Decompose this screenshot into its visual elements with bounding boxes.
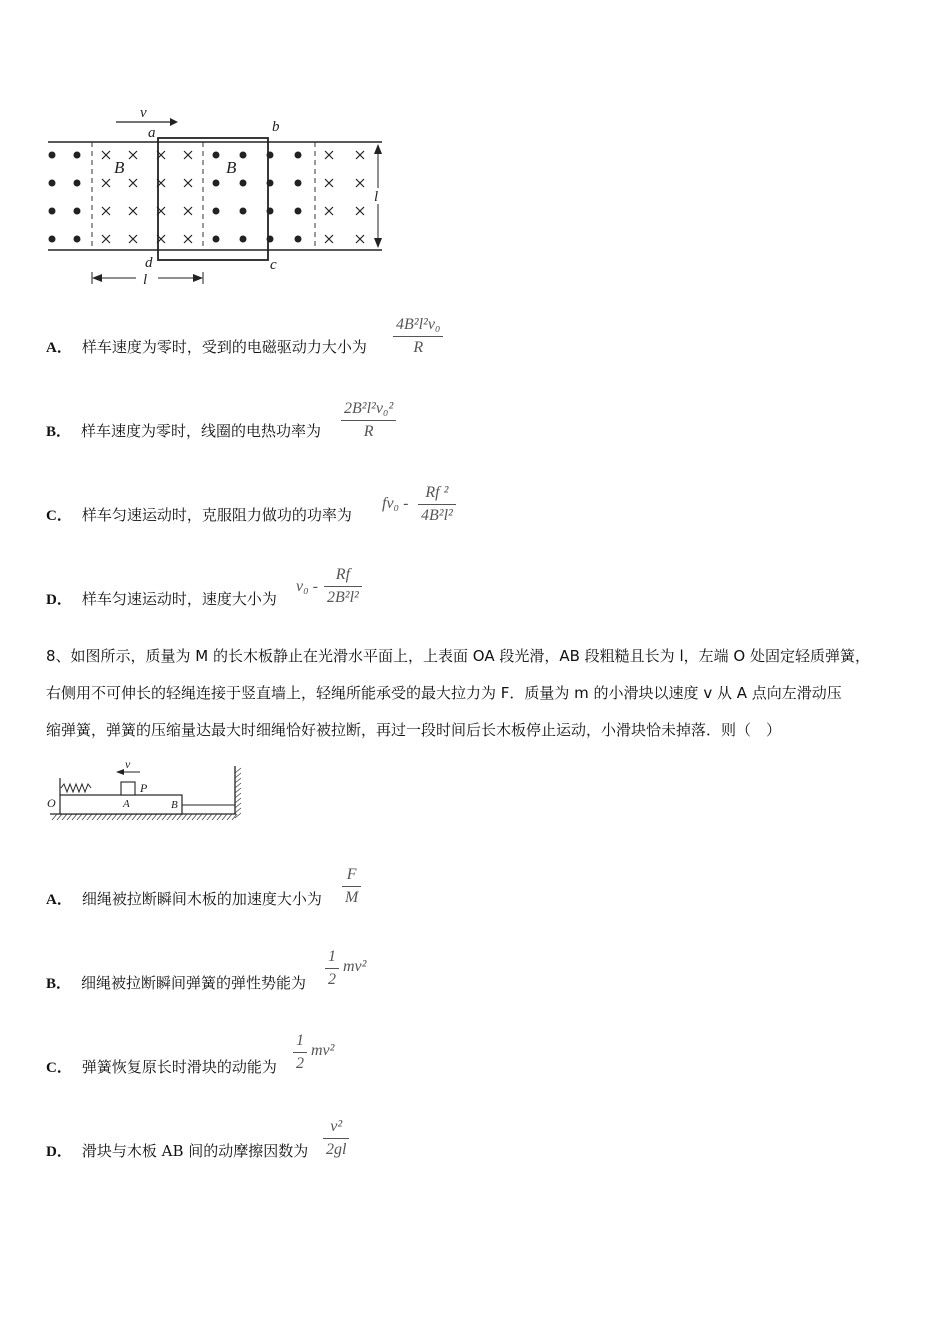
field-dot bbox=[295, 208, 301, 214]
q7-d-fraction: $\frac{Rf}{\text{2B²l²}}$ bbox=[324, 564, 362, 609]
q7-c-prefix: fv₀ - bbox=[382, 495, 409, 512]
field-cross bbox=[356, 179, 364, 187]
ground-hatch-line bbox=[162, 814, 167, 820]
ground-hatch-line bbox=[102, 814, 107, 820]
ground-hatch-line bbox=[157, 814, 162, 820]
q8-stem-line-3: 缩弹簧，弹簧的压缩量达最大时细绳恰好被拉断，再过一段时间后长木板停止运动，小滑块恰未掉落．则（ ） bbox=[46, 721, 782, 739]
ground-hatch-line bbox=[97, 814, 102, 820]
field-dot bbox=[295, 180, 301, 186]
ground-hatch-line bbox=[92, 814, 97, 820]
ground-hatch-line bbox=[112, 814, 117, 820]
field-cross bbox=[184, 179, 192, 187]
ground-hatch-line bbox=[122, 814, 127, 820]
wall-hatch-line bbox=[235, 793, 241, 798]
ground-hatch-line bbox=[137, 814, 142, 820]
ground-hatch-line bbox=[182, 814, 187, 820]
field-dot bbox=[267, 208, 273, 214]
ground-hatch-line bbox=[127, 814, 132, 820]
velocity-label: v bbox=[125, 758, 131, 771]
point-B-label: B bbox=[171, 799, 178, 811]
q7-d-prefix: v₀ - bbox=[296, 578, 318, 595]
wall-hatch-line bbox=[235, 778, 241, 783]
point-A-label: A bbox=[123, 798, 130, 810]
ground-hatch-line bbox=[202, 814, 207, 820]
field-cross bbox=[184, 235, 192, 243]
ground-hatch-line bbox=[227, 814, 232, 820]
block-P-label: P bbox=[140, 781, 148, 795]
q8-c-fraction: $\frac{1}{2}$ bbox=[293, 1030, 307, 1075]
q8-b-suffix: mv² bbox=[343, 958, 367, 975]
ground-hatch-line bbox=[142, 814, 147, 820]
field-cross bbox=[102, 235, 110, 243]
field-cross bbox=[102, 151, 110, 159]
wall-hatch-line bbox=[235, 773, 241, 778]
field-dot bbox=[267, 152, 273, 158]
ground-hatch-line bbox=[217, 814, 222, 820]
ground-hatch-line bbox=[132, 814, 137, 820]
field-cross bbox=[129, 207, 137, 215]
field-dot bbox=[49, 236, 55, 242]
field-dot bbox=[240, 180, 246, 186]
field-cross bbox=[102, 207, 110, 215]
field-cross bbox=[356, 207, 364, 215]
ground-hatch-line bbox=[197, 814, 202, 820]
field-dot bbox=[295, 236, 301, 242]
point-O-label: O bbox=[47, 796, 56, 810]
field-cross bbox=[356, 235, 364, 243]
ground-hatch-line bbox=[167, 814, 172, 820]
field-dot bbox=[267, 180, 273, 186]
q7-option-d[interactable]: D． 样车匀速运动时，速度大小为 bbox=[46, 590, 277, 608]
corner-a-label: a bbox=[148, 125, 156, 141]
ground-hatch-line bbox=[152, 814, 157, 820]
q7-option-a[interactable] bbox=[46, 337, 367, 358]
field-dot bbox=[213, 208, 219, 214]
q7-option-b[interactable]: B． 样车速度为零时，线圈的电热功率为 bbox=[46, 422, 322, 440]
q8-b-fraction: $\frac{1}{2}$ bbox=[325, 946, 339, 991]
field-dot bbox=[213, 236, 219, 242]
option-text: 样车速度为零时，受到的电磁驱动力大小为 bbox=[81, 338, 367, 356]
field-dot bbox=[74, 152, 80, 158]
q8-d-fraction: $\frac{\text{v²}}{2gl}$ bbox=[323, 1116, 349, 1161]
field-cross bbox=[325, 179, 333, 187]
ground-hatch-line bbox=[67, 814, 72, 820]
field-cross bbox=[184, 151, 192, 159]
option-letter: A． bbox=[46, 340, 72, 356]
corner-c-label: c bbox=[270, 257, 277, 273]
wall-hatch-line bbox=[235, 803, 241, 808]
ground-hatch-line bbox=[147, 814, 152, 820]
field-dot bbox=[295, 152, 301, 158]
ground-hatch-line bbox=[172, 814, 177, 820]
q8-option-d[interactable]: D． 滑块与木板 AB 间的动摩擦因数为 bbox=[46, 1142, 309, 1160]
field-dot bbox=[240, 236, 246, 242]
wall-hatch-line bbox=[235, 783, 241, 788]
q7-a-fraction: $\frac{\text{4B²l²v₀}}{R}$ bbox=[393, 314, 443, 359]
ground-hatch-line bbox=[192, 814, 197, 820]
ground-hatch-line bbox=[77, 814, 82, 820]
field-dot bbox=[49, 180, 55, 186]
ground-hatch-line bbox=[82, 814, 87, 820]
width-l-label: l bbox=[374, 189, 379, 205]
q8-stem-line-1: 8、如图所示，质量为 M 的长木板静止在光滑水平面上，上表面 OA 段光滑，AB 段粗糙且长为 l，左端 O 处固定轻质弹簧， bbox=[46, 647, 870, 665]
q7-option-c[interactable]: C． 样车匀速运动时，克服阻力做功的功率为 bbox=[46, 506, 352, 524]
field-B-label-2: B bbox=[226, 158, 237, 177]
field-cross bbox=[184, 207, 192, 215]
ground-hatch-line bbox=[107, 814, 112, 820]
field-dot bbox=[74, 208, 80, 214]
ground-hatch-line bbox=[222, 814, 227, 820]
field-dot bbox=[240, 152, 246, 158]
wall-hatch-line bbox=[235, 788, 241, 793]
figure-board-spring bbox=[44, 758, 244, 826]
spacing-l-label: l bbox=[143, 272, 148, 288]
field-cross bbox=[129, 151, 137, 159]
q8-stem bbox=[46, 638, 916, 749]
q8-a-fraction: $\frac{F}{M}$ bbox=[342, 864, 361, 909]
field-cross bbox=[356, 151, 364, 159]
field-cross bbox=[102, 179, 110, 187]
wall-hatch-line bbox=[235, 808, 241, 813]
field-dot bbox=[74, 236, 80, 242]
field-dot bbox=[49, 208, 55, 214]
field-dot bbox=[74, 180, 80, 186]
ground-hatch-line bbox=[212, 814, 217, 820]
ground-hatch-line bbox=[72, 814, 77, 820]
q8-option-a[interactable]: A． 细绳被拉断瞬间木板的加速度大小为 bbox=[46, 890, 322, 908]
field-dot bbox=[49, 152, 55, 158]
q8-option-c[interactable]: C． 弹簧恢复原长时滑块的动能为 bbox=[46, 1058, 277, 1076]
ground-hatch-line bbox=[52, 814, 57, 820]
ground-hatch-line bbox=[87, 814, 92, 820]
field-dot bbox=[213, 152, 219, 158]
q7-b-fraction: $\frac{\text{2B²l²v₀²}}{R}$ bbox=[341, 398, 396, 443]
field-cross bbox=[325, 151, 333, 159]
corner-d-label: d bbox=[145, 255, 153, 271]
q8-stem-line-2: 右侧用不可伸长的轻绳连接于竖直墙上，轻绳所能承受的最大拉力为 F．质量为 m 的小滑块以速度 v 从 A 点向左滑动压 bbox=[46, 684, 842, 702]
field-B-label-1: B bbox=[114, 158, 125, 177]
wall-hatch-line bbox=[235, 768, 241, 773]
figure-magnetic-coil bbox=[40, 100, 400, 295]
q8-c-suffix: mv² bbox=[311, 1042, 335, 1059]
ground-hatch-line bbox=[117, 814, 122, 820]
wall-hatch-line bbox=[235, 798, 241, 803]
velocity-label: v bbox=[140, 105, 147, 121]
field-cross bbox=[129, 235, 137, 243]
field-cross bbox=[325, 235, 333, 243]
q7-c-fraction: $\frac{\text{Rf ²}}{\text{4B²l²}}$ bbox=[418, 482, 456, 527]
ground-hatch-line bbox=[62, 814, 67, 820]
field-dot bbox=[240, 208, 246, 214]
corner-b-label: b bbox=[272, 119, 280, 135]
ground-hatch-line bbox=[207, 814, 212, 820]
field-dot bbox=[213, 180, 219, 186]
q8-option-b[interactable]: B． 细绳被拉断瞬间弹簧的弹性势能为 bbox=[46, 974, 307, 992]
ground-hatch-line bbox=[177, 814, 182, 820]
ground-hatch-line bbox=[57, 814, 62, 820]
field-cross bbox=[129, 179, 137, 187]
field-dot bbox=[267, 236, 273, 242]
ground-hatch-line bbox=[187, 814, 192, 820]
field-cross bbox=[325, 207, 333, 215]
